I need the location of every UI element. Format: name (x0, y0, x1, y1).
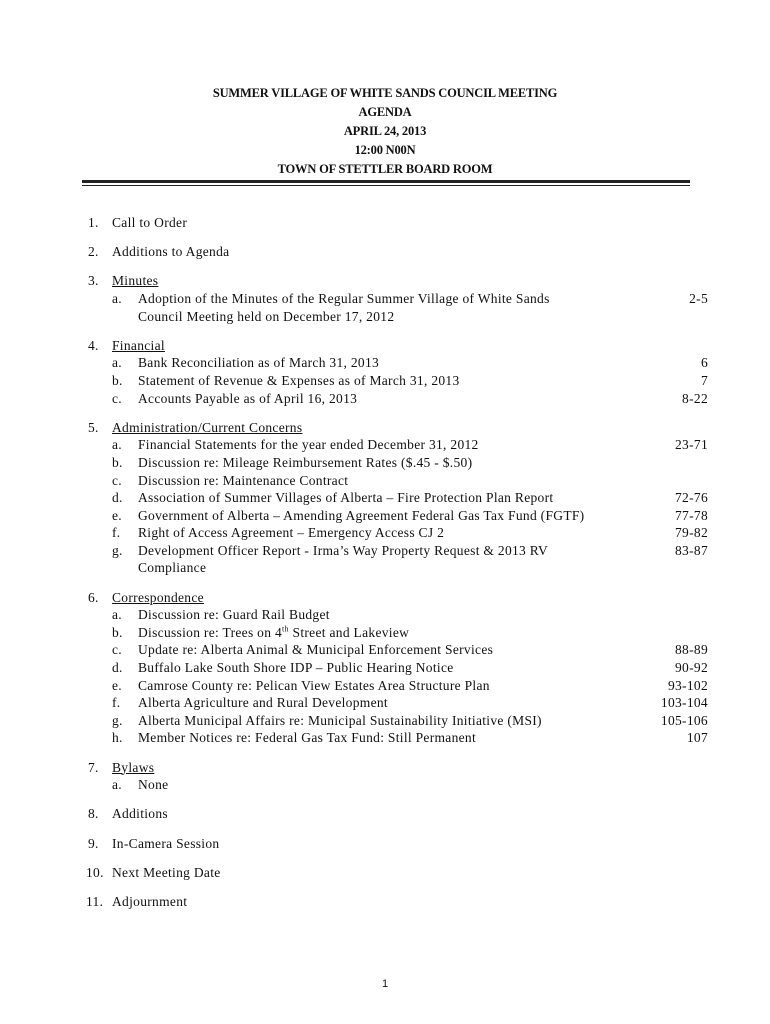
item-text-main: Government of Alberta – Amending Agreement Federal Gas Tax Fund (FGTF) (138, 507, 585, 523)
ordinal-superscript: th (282, 624, 289, 634)
section-title: Administration/Current Concerns (112, 419, 303, 435)
item-page-range: 77-78 (675, 507, 708, 523)
item-letter: a. (112, 355, 122, 371)
section-heading (88, 243, 708, 261)
header-time: 12:00 N00N (354, 143, 416, 157)
section-title: Additions to Agenda (112, 244, 230, 260)
item-page-range (648, 559, 708, 577)
item-page-range: 72-76 (675, 490, 708, 506)
item-text-continued: Street and Lakeview (288, 624, 410, 640)
item-page-range (648, 776, 708, 794)
agenda-section (88, 214, 708, 232)
section-number: 9. (88, 835, 99, 851)
item-text (138, 436, 648, 454)
section-number: 6. (88, 589, 99, 605)
section-number: 8. (88, 806, 99, 822)
item-letter: c. (112, 642, 122, 658)
agenda-section (88, 419, 708, 577)
item-page-range: 79-82 (675, 525, 708, 541)
agenda-section (88, 805, 708, 823)
item-page-range (648, 624, 708, 642)
section-number: 3. (88, 273, 99, 289)
header-divider-thick (82, 180, 690, 183)
agenda-section (88, 864, 708, 882)
section-title: In-Camera Session (112, 835, 220, 851)
item-page-range (648, 472, 708, 490)
agenda-item (88, 472, 708, 490)
section-heading (88, 272, 708, 290)
item-text-main: Compliance (138, 560, 207, 576)
item-page-range (648, 308, 708, 326)
section-heading (88, 214, 708, 232)
item-letter: f. (112, 695, 121, 711)
item-text-main: Financial Statements for the year ended December 31, 2012 (138, 437, 479, 453)
item-letter: g. (112, 542, 123, 558)
item-text (138, 290, 648, 308)
section-number: 5. (88, 419, 99, 435)
item-text-main: Alberta Municipal Affairs re: Municipal Sustainability Initiative (MSI) (138, 712, 542, 728)
item-text (138, 624, 648, 642)
item-text-main: Camrose County re: Pelican View Estates Area Structure Plan (138, 677, 490, 693)
agenda-item (88, 507, 708, 525)
item-page-range: 6 (700, 355, 708, 371)
section-heading (88, 835, 708, 853)
item-page-range: 8-22 (682, 390, 708, 406)
item-letter: b. (112, 454, 123, 470)
item-letter: b. (112, 624, 123, 640)
agenda-item (88, 606, 708, 624)
item-page-range: 103-104 (660, 695, 708, 711)
item-page-range: 90-92 (675, 660, 708, 676)
item-letter: a. (112, 777, 122, 793)
agenda-section (88, 272, 708, 325)
section-number: 4. (88, 337, 99, 353)
item-page-range: 2-5 (689, 290, 708, 306)
agenda-item (88, 624, 708, 642)
item-letter: f. (112, 525, 121, 541)
item-page-range: 7 (700, 372, 708, 388)
item-text (138, 308, 648, 326)
section-heading (88, 337, 708, 355)
agenda-item (88, 542, 708, 560)
section-title: Adjournment (112, 893, 188, 909)
agenda-item (88, 354, 708, 372)
item-text-main: Discussion re: Mileage Reimbursement Rates ($.45 - $.50) (138, 454, 473, 470)
item-text (138, 712, 648, 730)
agenda-item (88, 454, 708, 472)
item-text-main: Association of Summer Villages of Alberta – Fire Protection Plan Report (138, 490, 554, 506)
item-text (138, 641, 648, 659)
item-text (138, 454, 648, 472)
item-text-main: Bank Reconciliation as of March 31, 2013 (138, 355, 380, 371)
agenda-header (0, 84, 770, 179)
agenda-item (88, 559, 708, 577)
item-letter: a. (112, 607, 122, 623)
item-text-main: Discussion re: Trees on 4 (138, 624, 283, 640)
agenda-item (88, 677, 708, 695)
item-text-main: Council Meeting held on December 17, 2012 (138, 308, 395, 324)
item-page-range (648, 454, 708, 472)
item-text (138, 354, 648, 372)
agenda-item (88, 641, 708, 659)
item-letter: g. (112, 712, 123, 728)
item-page-range (648, 606, 708, 624)
header-divider-thin (82, 185, 690, 186)
item-text-main: Right of Access Agreement – Emergency Access CJ 2 (138, 525, 445, 541)
section-number: 11. (86, 893, 104, 909)
item-text-main: None (138, 777, 169, 793)
agenda-item (88, 372, 708, 390)
item-text (138, 489, 648, 507)
agenda-item (88, 290, 708, 308)
section-title: Correspondence (112, 589, 204, 605)
agenda-section (88, 893, 708, 911)
agenda-item (88, 729, 708, 747)
item-letter: b. (112, 372, 123, 388)
agenda-item (88, 436, 708, 454)
item-text (138, 524, 648, 542)
item-letter: c. (112, 390, 122, 406)
item-text-main: Buffalo Lake South Shore IDP – Public Hearing Notice (138, 660, 454, 676)
item-text (138, 559, 648, 577)
section-title: Minutes (112, 273, 159, 289)
section-number: 2. (88, 244, 99, 260)
agenda-section (88, 337, 708, 407)
agenda-item (88, 712, 708, 730)
item-text-main: Development Officer Report - Irma’s Way Property Request & 2013 RV (138, 542, 549, 558)
item-letter: a. (112, 290, 122, 306)
item-page-range: 88-89 (675, 642, 708, 658)
section-heading (88, 759, 708, 777)
item-page-range: 107 (686, 730, 708, 746)
item-text-main: Adoption of the Minutes of the Regular Summer Village of White Sands (138, 290, 550, 306)
agenda-item (88, 390, 708, 408)
item-text (138, 694, 648, 712)
item-text-main: Member Notices re: Federal Gas Tax Fund: Still Permanent (138, 730, 477, 746)
section-title: Financial (112, 337, 165, 353)
item-letter (112, 308, 138, 326)
section-title: Call to Order (112, 215, 188, 230)
item-letter: h. (112, 730, 123, 746)
header-subtitle: AGENDA (358, 105, 412, 119)
item-text-main: Update re: Alberta Animal & Municipal Enforcement Services (138, 642, 494, 658)
agenda-section (88, 759, 708, 794)
section-heading (88, 419, 708, 437)
agenda-section (88, 243, 708, 261)
agenda-item (88, 659, 708, 677)
item-text (138, 659, 648, 677)
item-page-range: 105-106 (660, 712, 708, 728)
section-heading (88, 805, 708, 823)
section-title: Next Meeting Date (112, 864, 221, 880)
item-page-range: 23-71 (675, 437, 708, 453)
item-letter: e. (112, 677, 122, 693)
agenda-list (88, 214, 708, 922)
item-letter: d. (112, 490, 123, 506)
section-number: 1. (88, 215, 99, 230)
item-text-main: Discussion re: Guard Rail Budget (138, 607, 330, 623)
agenda-section (88, 835, 708, 853)
item-text (138, 729, 648, 747)
item-text (138, 776, 648, 794)
section-title: Bylaws (112, 759, 155, 775)
section-number: 7. (88, 759, 99, 775)
item-text (138, 372, 648, 390)
item-letter (112, 559, 138, 577)
item-text-main: Statement of Revenue & Expenses as of March 31, 2013 (138, 372, 460, 388)
agenda-section (88, 589, 708, 747)
item-page-range: 83-87 (675, 542, 708, 558)
item-text (138, 390, 648, 408)
item-page-range: 93-102 (667, 677, 708, 693)
item-letter: c. (112, 472, 122, 488)
item-text-main: Discussion re: Maintenance Contract (138, 472, 349, 488)
item-text-main: Alberta Agriculture and Rural Development (138, 695, 388, 711)
item-text (138, 472, 648, 490)
header-title: SUMMER VILLAGE OF WHITE SANDS COUNCIL MEETING (212, 86, 558, 100)
agenda-item (88, 776, 708, 794)
item-text (138, 507, 648, 525)
page-number: 1 (381, 978, 389, 990)
header-date: APRIL 24, 2013 (343, 124, 427, 138)
item-text (138, 677, 648, 695)
section-heading (88, 893, 708, 911)
agenda-item (88, 694, 708, 712)
agenda-item (88, 308, 708, 326)
item-text (138, 542, 648, 560)
item-text (138, 606, 648, 624)
header-location: TOWN OF STETTLER BOARD ROOM (277, 162, 493, 176)
item-text-main: Accounts Payable as of April 16, 2013 (138, 390, 358, 406)
section-number: 10. (86, 864, 104, 880)
item-letter: a. (112, 437, 122, 453)
item-letter: e. (112, 507, 122, 523)
agenda-item (88, 489, 708, 507)
section-heading (88, 864, 708, 882)
agenda-item (88, 524, 708, 542)
item-letter: d. (112, 660, 123, 676)
section-title: Additions (112, 806, 168, 822)
section-heading (88, 589, 708, 607)
